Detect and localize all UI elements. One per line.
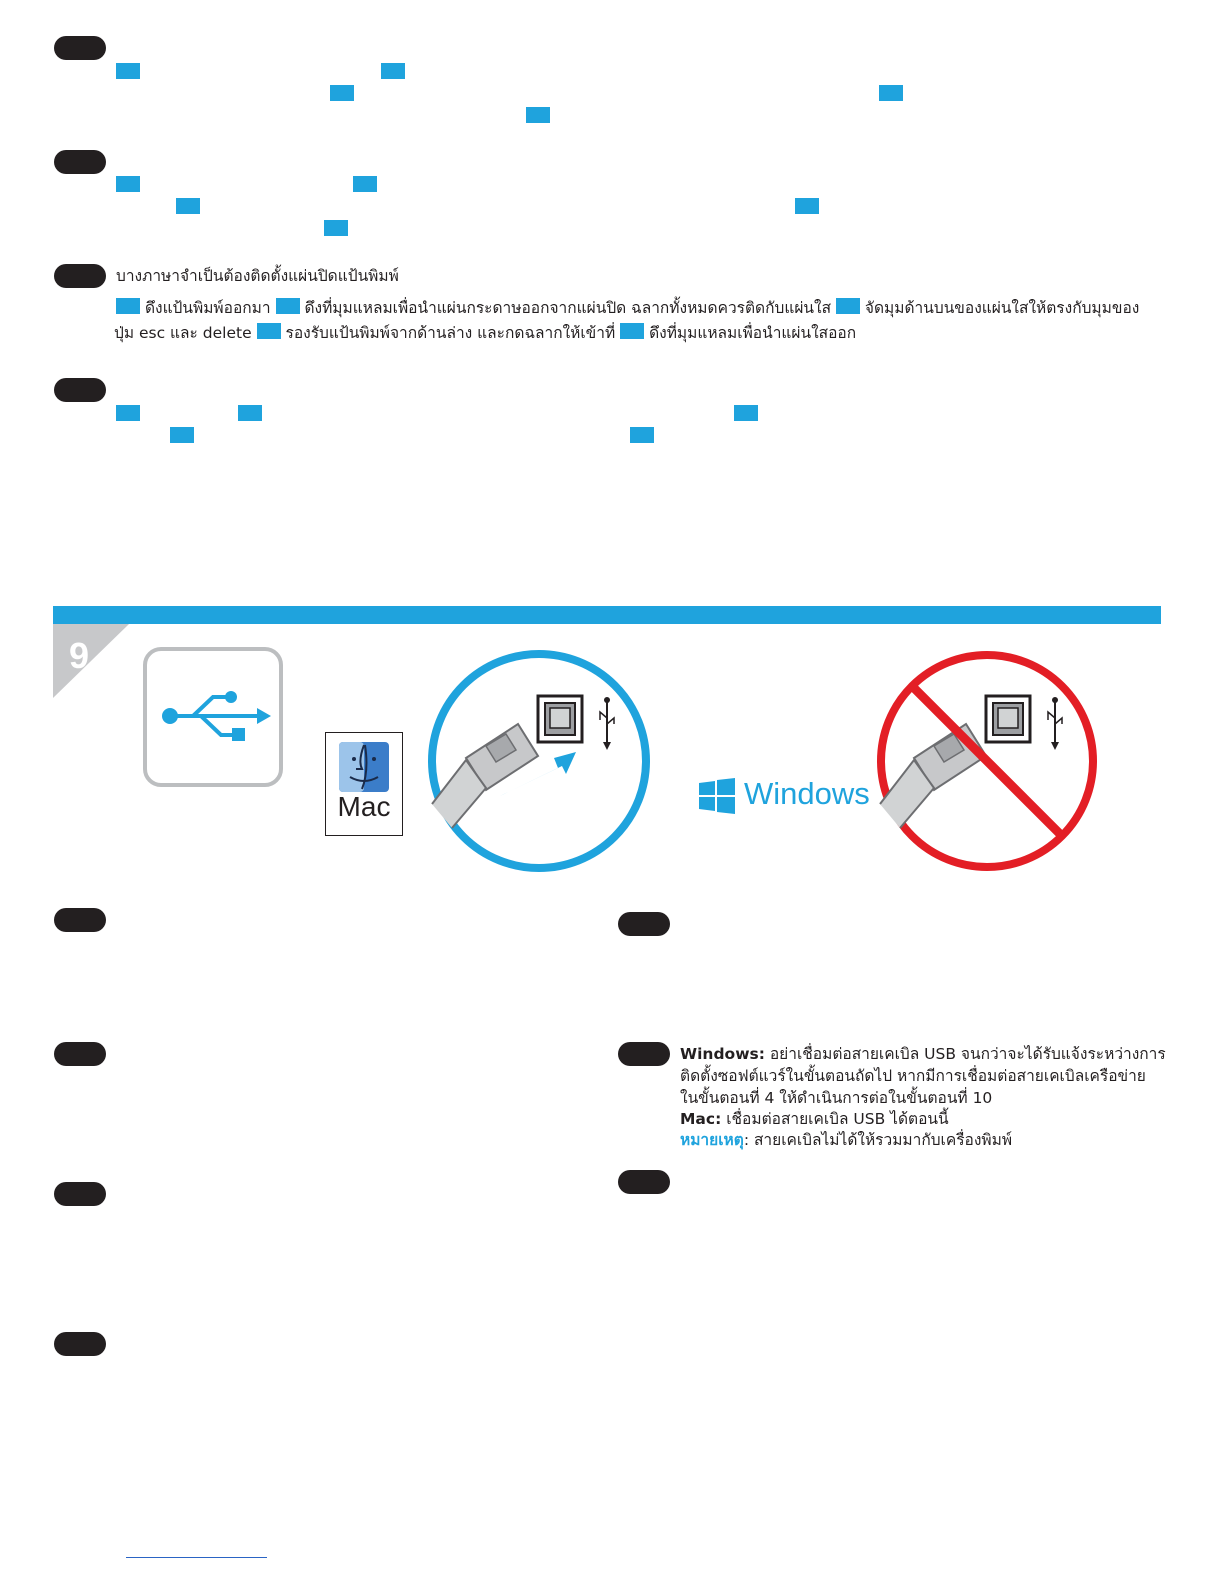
step-marker (795, 198, 819, 214)
finder-icon (338, 741, 390, 793)
thai-intro: บางภาษาจำเป็นต้องติดตั้งแผ่นปิดแป้นพิมพ์ (116, 267, 399, 285)
step-marker (330, 85, 354, 101)
step-marker (353, 176, 377, 192)
step-marker (116, 298, 140, 314)
step-marker (276, 298, 300, 314)
language-badge (54, 1332, 106, 1356)
language-badge (54, 150, 106, 174)
step-marker (257, 323, 281, 339)
step-number-corner (53, 624, 129, 698)
language-badge (618, 912, 670, 936)
usb-icon (143, 647, 283, 787)
step-marker (836, 298, 860, 314)
footer-link[interactable] (126, 1557, 267, 1558)
thai-usb-windows-text-1: อย่าเชื่อมต่อสายเคเบิล USB จนกว่าจะได้รับแจ้งระหว่างการ (769, 1045, 1166, 1063)
step-marker (879, 85, 903, 101)
windows-label: Windows (744, 776, 870, 811)
step-marker (734, 405, 758, 421)
step-marker (630, 427, 654, 443)
thai-usb-windows-line-1 (680, 1044, 1166, 1066)
thai-usb-note-label: หมายเหตุ (680, 1131, 744, 1149)
thai-usb-mac-label: Mac: (680, 1110, 722, 1128)
thai-usb-windows-line-2: ติดตั้งซอฟต์แวร์ในขั้นตอนถัดไป หากมีการเชื่อมต่อสายเคเบิลเครือข่าย (680, 1067, 1146, 1085)
step-marker (170, 427, 194, 443)
thai-line-2 (114, 323, 856, 343)
thai-step-2: ดึงที่มุมแหลมเพื่อนำแผ่นกระดาษออกจากแผ่นปิด ฉลากทั้งหมดควรติดกับแผ่นใส (304, 299, 832, 317)
thai-usb-windows-line-3: ในขั้นตอนที่ 4 ให้ดำเนินการต่อในขั้นตอนที่ 10 (680, 1089, 993, 1107)
step-marker (176, 198, 200, 214)
thai-step-3: จัดมุมด้านบนของแผ่นใสให้ตรงกับมุมของ (864, 299, 1140, 317)
section-bar (53, 606, 1161, 624)
windows-logo-icon (699, 778, 735, 814)
thai-line-1 (116, 298, 1139, 318)
usb-do-not-connect-illustration (874, 648, 1100, 874)
step-number: 9 (69, 635, 90, 676)
language-badge (54, 1042, 106, 1066)
step-marker (381, 63, 405, 79)
thai-step-3-cont: ปุ่ม esc และ delete (114, 324, 252, 342)
thai-usb-note-line (680, 1130, 1012, 1152)
step-marker (620, 323, 644, 339)
usb-connect-illustration (426, 648, 652, 874)
thai-usb-mac-line (680, 1109, 949, 1131)
step-marker (324, 220, 348, 236)
language-badge-thai (618, 1042, 670, 1066)
mac-label: Mac (337, 791, 391, 822)
language-badge-thai (54, 264, 106, 288)
step-marker (238, 405, 262, 421)
language-badge (54, 1182, 106, 1206)
step-marker (116, 63, 140, 79)
thai-step-1: ดึงแป้นพิมพ์ออกมา (144, 299, 271, 317)
thai-step-5: ดึงที่มุมแหลมเพื่อนำแผ่นใสออก (649, 324, 857, 342)
step-marker (526, 107, 550, 123)
language-badge (54, 908, 106, 932)
thai-usb-note-text: : สายเคเบิลไม่ได้ให้รวมมากับเครื่องพิมพ์ (743, 1131, 1013, 1149)
thai-step-4: รองรับแป้นพิมพ์จากด้านล่าง และกดฉลากให้เข้าที่ (285, 324, 616, 342)
step-marker (116, 176, 140, 192)
language-badge (54, 36, 106, 60)
language-badge (618, 1170, 670, 1194)
step-marker (116, 405, 140, 421)
thai-usb-windows-label: Windows: (680, 1045, 765, 1063)
mac-badge (325, 732, 403, 836)
language-badge (54, 378, 106, 402)
thai-usb-mac-text: เชื่อมต่อสายเคเบิล USB ได้ตอนนี้ (726, 1110, 949, 1128)
